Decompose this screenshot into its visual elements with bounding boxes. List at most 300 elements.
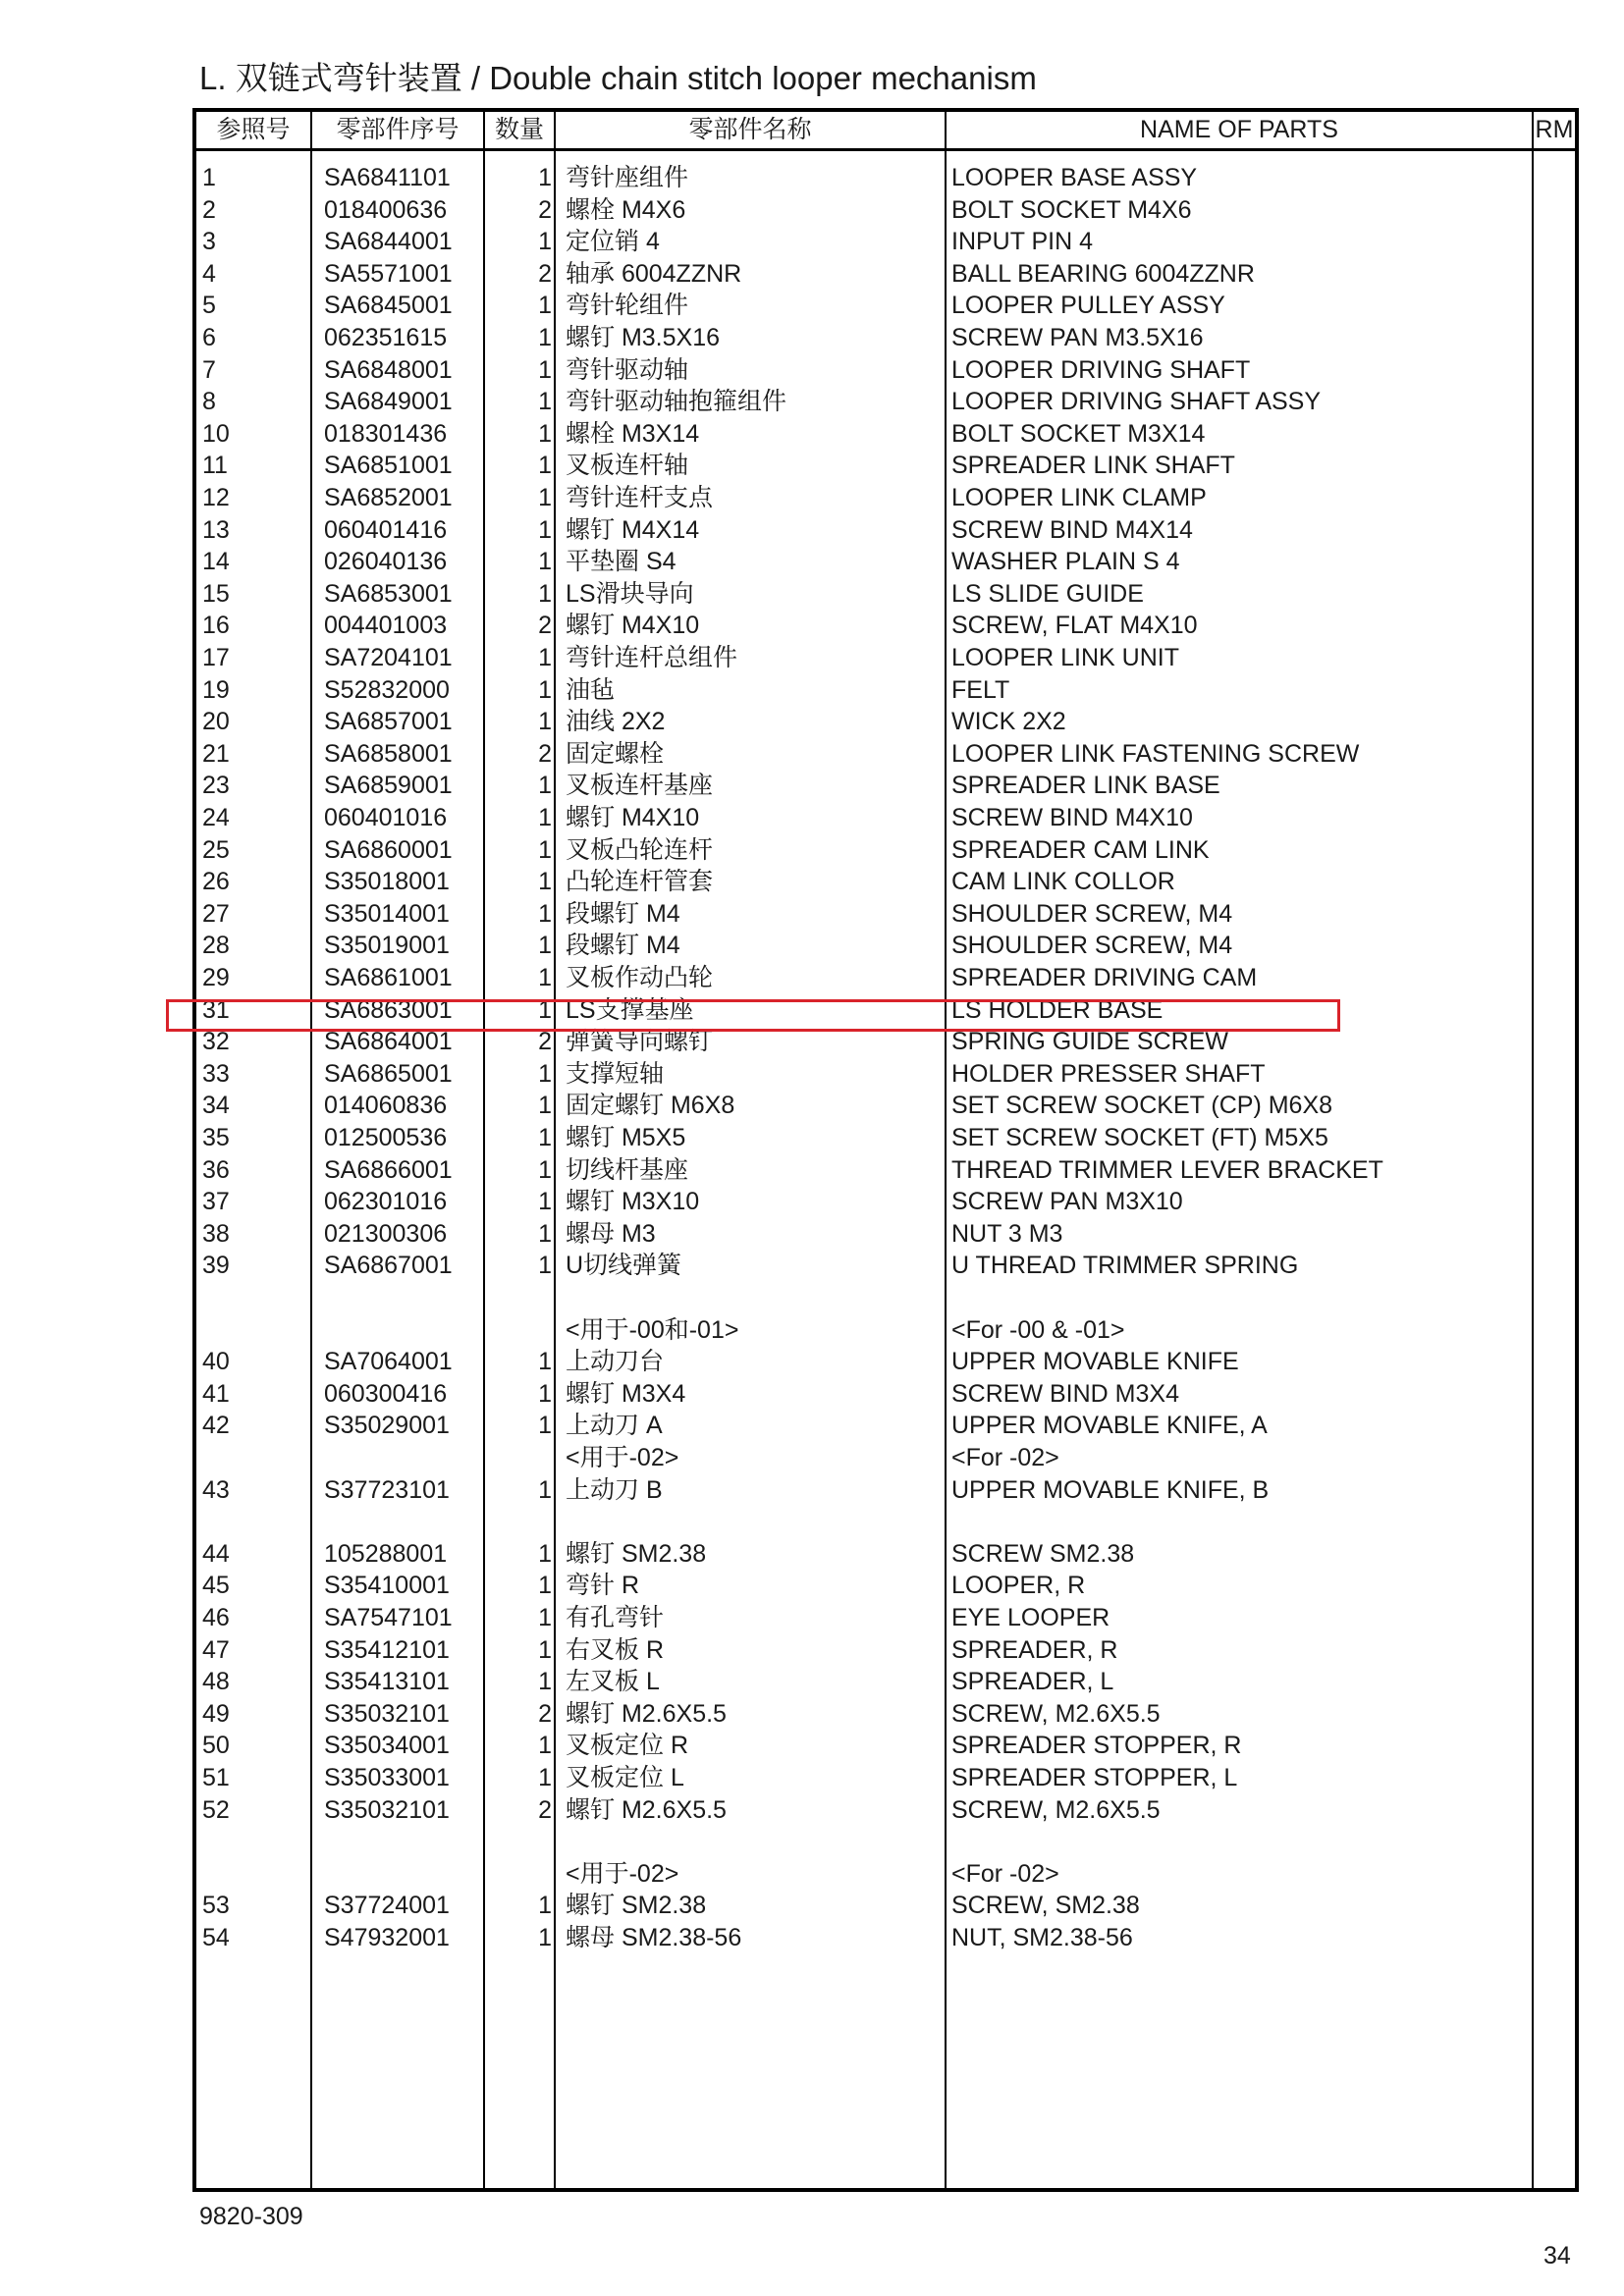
chinese-name-cell: 固定螺栓 bbox=[566, 739, 665, 768]
english-name-cell: <For -02> bbox=[951, 1859, 1059, 1888]
part-number-cell: 014060836 bbox=[324, 1092, 448, 1120]
english-name-cell: LOOPER LINK UNIT bbox=[951, 644, 1179, 671]
english-name-cell: WASHER PLAIN S 4 bbox=[951, 548, 1180, 576]
english-name-cell: SPRING GUIDE SCREW bbox=[951, 1028, 1228, 1056]
english-name-cell: SHOULDER SCREW, M4 bbox=[951, 932, 1233, 960]
table-row bbox=[196, 1314, 1575, 1347]
ref-cell: 24 bbox=[202, 804, 230, 831]
part-number-cell: SA7064001 bbox=[324, 1348, 453, 1376]
table-row bbox=[196, 162, 1575, 194]
part-number-cell: 026040136 bbox=[324, 548, 448, 576]
part-number-cell: S35032101 bbox=[324, 1795, 450, 1824]
quantity-cell: 2 bbox=[538, 195, 552, 224]
ref-cell: 2 bbox=[202, 195, 216, 224]
english-name-cell: UPPER MOVABLE KNIFE bbox=[951, 1348, 1239, 1376]
quantity-cell: 1 bbox=[538, 292, 552, 320]
chinese-name-cell: 螺钉 M3X4 bbox=[566, 1379, 686, 1408]
english-name-cell: NUT 3 M3 bbox=[951, 1219, 1063, 1248]
quantity-cell: 1 bbox=[538, 515, 552, 544]
quantity-cell: 1 bbox=[538, 355, 552, 384]
english-name-cell: LOOPER BASE ASSY bbox=[951, 164, 1198, 191]
quantity-cell: 1 bbox=[538, 835, 552, 864]
english-name-cell: SPREADER CAM LINK bbox=[951, 835, 1210, 864]
chinese-name-cell: 弯针驱动轴抱箍组件 bbox=[566, 388, 787, 416]
english-name-cell: SPREADER DRIVING CAM bbox=[951, 964, 1258, 991]
quantity-cell: 1 bbox=[538, 964, 552, 991]
ref-cell: 27 bbox=[202, 899, 230, 928]
english-name-cell: LS SLIDE GUIDE bbox=[951, 579, 1144, 608]
ref-cell: 38 bbox=[202, 1219, 230, 1248]
table-row bbox=[196, 418, 1575, 451]
table-row bbox=[196, 962, 1575, 994]
ref-cell: 51 bbox=[202, 1764, 230, 1791]
table-row bbox=[196, 610, 1575, 642]
part-number-cell: 021300306 bbox=[324, 1219, 448, 1248]
table-row bbox=[196, 1474, 1575, 1507]
chinese-name-cell: 叉板连杆基座 bbox=[566, 772, 714, 800]
chinese-name-cell: 叉板凸轮连杆 bbox=[566, 835, 714, 864]
quantity-cell: 1 bbox=[538, 1924, 552, 1951]
chinese-name-cell: 固定螺钉 M6X8 bbox=[566, 1092, 735, 1120]
chinese-name-cell: <用于-02> bbox=[566, 1444, 679, 1471]
table-row bbox=[196, 1666, 1575, 1698]
english-name-cell: SCREW, FLAT M4X10 bbox=[951, 612, 1198, 640]
ref-cell: 25 bbox=[202, 835, 230, 864]
ref-cell: 43 bbox=[202, 1475, 230, 1504]
chinese-name-cell: 螺母 SM2.38-56 bbox=[566, 1924, 742, 1951]
quantity-cell: 1 bbox=[538, 1412, 552, 1440]
ref-cell: 53 bbox=[202, 1892, 230, 1920]
english-name-cell: SPREADER LINK BASE bbox=[951, 772, 1220, 800]
part-number-cell: S35412101 bbox=[324, 1635, 450, 1664]
quantity-cell: 1 bbox=[538, 772, 552, 800]
ref-cell: 39 bbox=[202, 1252, 230, 1280]
quantity-cell: 1 bbox=[538, 1188, 552, 1216]
table-row bbox=[196, 770, 1575, 802]
chinese-name-cell: 上动刀 B bbox=[566, 1475, 663, 1504]
english-name-cell: LOOPER LINK CLAMP bbox=[951, 484, 1207, 511]
ref-cell: 3 bbox=[202, 228, 216, 256]
table-row bbox=[196, 1186, 1575, 1218]
chinese-name-cell: 弯针驱动轴 bbox=[566, 355, 689, 384]
part-number-cell: S35014001 bbox=[324, 899, 450, 928]
chinese-name-cell: 左叉板 L bbox=[566, 1668, 660, 1696]
english-name-cell: SPREADER LINK SHAFT bbox=[951, 452, 1235, 480]
part-number-cell: S35410001 bbox=[324, 1572, 450, 1600]
quantity-cell: 1 bbox=[538, 228, 552, 256]
chinese-name-cell: 有孔弯针 bbox=[566, 1604, 665, 1631]
ref-cell: 41 bbox=[202, 1379, 230, 1408]
table-row bbox=[196, 1378, 1575, 1411]
quantity-cell: 1 bbox=[538, 1732, 552, 1760]
ref-cell: 48 bbox=[202, 1668, 230, 1696]
chinese-name-cell: 螺钉 SM2.38 bbox=[566, 1892, 707, 1920]
table-row bbox=[196, 1282, 1575, 1314]
ref-cell: 7 bbox=[202, 355, 216, 384]
chinese-name-cell: 螺钉 M5X5 bbox=[566, 1124, 686, 1151]
chinese-name-cell: 支撑短轴 bbox=[566, 1059, 665, 1088]
chinese-name-cell: 弯针连杆总组件 bbox=[566, 644, 738, 671]
english-name-cell: SHOULDER SCREW, M4 bbox=[951, 899, 1233, 928]
chinese-name-cell: U切线弹簧 bbox=[566, 1252, 682, 1280]
english-name-cell: U THREAD TRIMMER SPRING bbox=[951, 1252, 1299, 1280]
english-name-cell: LOOPER DRIVING SHAFT bbox=[951, 355, 1251, 384]
quantity-cell: 1 bbox=[538, 1635, 552, 1664]
chinese-name-cell: 定位销 4 bbox=[566, 228, 660, 256]
table-row bbox=[196, 866, 1575, 898]
ref-cell: 29 bbox=[202, 964, 230, 991]
quantity-cell: 1 bbox=[538, 1539, 552, 1568]
english-name-cell: SET SCREW SOCKET (FT) M5X5 bbox=[951, 1124, 1328, 1151]
table-row bbox=[196, 1090, 1575, 1122]
quantity-cell: 1 bbox=[538, 484, 552, 511]
english-name-cell: LOOPER PULLEY ASSY bbox=[951, 292, 1225, 320]
quantity-cell: 1 bbox=[538, 1124, 552, 1151]
english-name-cell: SCREW, M2.6X5.5 bbox=[951, 1795, 1161, 1824]
chinese-name-cell: 螺钉 SM2.38 bbox=[566, 1539, 707, 1568]
chinese-name-cell: 弯针 R bbox=[566, 1572, 640, 1600]
ref-cell: 13 bbox=[202, 515, 230, 544]
part-number-cell: SA7547101 bbox=[324, 1604, 453, 1631]
part-number-cell: 004401003 bbox=[324, 612, 448, 640]
part-number-cell: SA6858001 bbox=[324, 739, 453, 768]
part-number-cell: 060401016 bbox=[324, 804, 448, 831]
english-name-cell: SCREW BIND M4X14 bbox=[951, 515, 1193, 544]
quantity-cell: 1 bbox=[538, 1348, 552, 1376]
part-number-cell: SA7204101 bbox=[324, 644, 453, 671]
chinese-name-cell: 平垫圈 S4 bbox=[566, 548, 677, 576]
english-name-cell: SCREW, M2.6X5.5 bbox=[951, 1699, 1161, 1728]
ref-cell: 47 bbox=[202, 1635, 230, 1664]
table-row bbox=[196, 802, 1575, 834]
english-name-cell: THREAD TRIMMER LEVER BRACKET bbox=[951, 1155, 1383, 1184]
ref-cell: 37 bbox=[202, 1188, 230, 1216]
chinese-name-cell: 螺钉 M2.6X5.5 bbox=[566, 1795, 727, 1824]
part-number-cell: S52832000 bbox=[324, 675, 450, 704]
table-row bbox=[196, 1634, 1575, 1667]
chinese-name-cell: 螺钉 M4X14 bbox=[566, 515, 700, 544]
quantity-cell: 2 bbox=[538, 612, 552, 640]
ref-cell: 20 bbox=[202, 708, 230, 736]
table-row bbox=[196, 1922, 1575, 1954]
ref-cell: 8 bbox=[202, 388, 216, 416]
table-row bbox=[196, 642, 1575, 674]
part-number-cell: SA6852001 bbox=[324, 484, 453, 511]
chinese-name-cell: 凸轮连杆管套 bbox=[566, 868, 714, 896]
part-number-cell: S35029001 bbox=[324, 1412, 450, 1440]
english-name-cell: INPUT PIN 4 bbox=[951, 228, 1094, 256]
ref-cell: 34 bbox=[202, 1092, 230, 1120]
table-row bbox=[196, 1698, 1575, 1731]
table-row bbox=[196, 386, 1575, 418]
english-name-cell: UPPER MOVABLE KNIFE, A bbox=[951, 1412, 1268, 1440]
part-number-cell: 060300416 bbox=[324, 1379, 448, 1408]
ref-cell: 35 bbox=[202, 1124, 230, 1151]
quantity-cell: 1 bbox=[538, 1219, 552, 1248]
part-number-cell: SA6861001 bbox=[324, 964, 453, 991]
part-number-cell: SA6845001 bbox=[324, 292, 453, 320]
ref-cell: 42 bbox=[202, 1412, 230, 1440]
chinese-name-cell: 螺钉 M4X10 bbox=[566, 804, 700, 831]
table-row bbox=[196, 1570, 1575, 1602]
part-number-cell: SA5571001 bbox=[324, 259, 453, 288]
part-number-cell: 105288001 bbox=[324, 1539, 448, 1568]
header-qty: 数量 bbox=[494, 116, 544, 143]
table-row bbox=[196, 226, 1575, 258]
english-name-cell: SPREADER STOPPER, L bbox=[951, 1764, 1238, 1791]
header-divider bbox=[196, 148, 1575, 151]
table-row bbox=[196, 1602, 1575, 1634]
ref-cell: 5 bbox=[202, 292, 216, 320]
english-name-cell: LOOPER DRIVING SHAFT ASSY bbox=[951, 388, 1322, 416]
quantity-cell: 1 bbox=[538, 1059, 552, 1088]
english-name-cell: CAM LINK COLLOR bbox=[951, 868, 1175, 896]
quantity-cell: 1 bbox=[538, 932, 552, 960]
table-row bbox=[196, 450, 1575, 482]
quantity-cell: 1 bbox=[538, 1252, 552, 1280]
chinese-name-cell: 轴承 6004ZZNR bbox=[566, 259, 742, 288]
quantity-cell: 2 bbox=[538, 1028, 552, 1056]
english-name-cell: SCREW BIND M3X4 bbox=[951, 1379, 1179, 1408]
chinese-name-cell: 上动刀台 bbox=[566, 1348, 665, 1376]
quantity-cell: 1 bbox=[538, 164, 552, 191]
table-row bbox=[196, 258, 1575, 291]
part-number-cell: S35018001 bbox=[324, 868, 450, 896]
quantity-cell: 2 bbox=[538, 1795, 552, 1824]
part-number-cell: S35019001 bbox=[324, 932, 450, 960]
chinese-name-cell: <用于-00和-01> bbox=[566, 1315, 739, 1344]
chinese-name-cell: 弹簧导向螺钉 bbox=[566, 1028, 714, 1056]
table-row bbox=[196, 898, 1575, 931]
header-ref: 参照号 bbox=[216, 116, 291, 143]
part-number-cell: SA6860001 bbox=[324, 835, 453, 864]
chinese-name-cell: 弯针轮组件 bbox=[566, 292, 689, 320]
ref-cell: 54 bbox=[202, 1924, 230, 1951]
page-title: L. 双链式弯针装置 / Double chain stitch looper mechanism bbox=[199, 60, 1037, 96]
quantity-cell: 1 bbox=[538, 388, 552, 416]
quantity-cell: 1 bbox=[538, 1668, 552, 1696]
table-row bbox=[196, 834, 1575, 867]
ref-cell: 45 bbox=[202, 1572, 230, 1600]
english-name-cell: FELT bbox=[951, 675, 1010, 704]
part-number-cell: SA6849001 bbox=[324, 388, 453, 416]
chinese-name-cell: 弯针连杆支点 bbox=[566, 484, 714, 511]
ref-cell: 28 bbox=[202, 932, 230, 960]
ref-cell: 40 bbox=[202, 1348, 230, 1376]
part-number-cell: SA6865001 bbox=[324, 1059, 453, 1088]
part-number-cell: 018301436 bbox=[324, 419, 448, 448]
english-name-cell: SCREW PAN M3X10 bbox=[951, 1188, 1183, 1216]
ref-cell: 32 bbox=[202, 1028, 230, 1056]
table-row bbox=[196, 674, 1575, 707]
quantity-cell: 2 bbox=[538, 259, 552, 288]
page-number: 34 bbox=[1543, 2242, 1571, 2269]
chinese-name-cell: 段螺钉 M4 bbox=[566, 899, 680, 928]
table-row bbox=[196, 194, 1575, 227]
part-number-cell: S37723101 bbox=[324, 1475, 450, 1504]
chinese-name-cell: 螺钉 M4X10 bbox=[566, 612, 700, 640]
header-en: NAME OF PARTS bbox=[1140, 116, 1338, 143]
table-row bbox=[196, 1154, 1575, 1187]
ref-cell: 26 bbox=[202, 868, 230, 896]
ref-cell: 11 bbox=[202, 452, 228, 480]
ref-cell: 6 bbox=[202, 324, 216, 351]
table-row bbox=[196, 1346, 1575, 1378]
english-name-cell: SCREW BIND M4X10 bbox=[951, 804, 1193, 831]
english-name-cell: HOLDER PRESSER SHAFT bbox=[951, 1059, 1266, 1088]
english-name-cell: WICK 2X2 bbox=[951, 708, 1066, 736]
quantity-cell: 1 bbox=[538, 1892, 552, 1920]
part-number-cell: S35033001 bbox=[324, 1764, 450, 1791]
part-number-cell: 062301016 bbox=[324, 1188, 448, 1216]
ref-cell: 12 bbox=[202, 484, 230, 511]
english-name-cell: LS HOLDER BASE bbox=[951, 995, 1164, 1024]
quantity-cell: 1 bbox=[538, 579, 552, 608]
english-name-cell: <For -00 & -01> bbox=[951, 1315, 1125, 1344]
chinese-name-cell: 螺钉 M2.6X5.5 bbox=[566, 1699, 727, 1728]
quantity-cell: 1 bbox=[538, 1572, 552, 1600]
part-number-cell: S47932001 bbox=[324, 1924, 450, 1951]
table-row bbox=[196, 482, 1575, 514]
table-row bbox=[196, 546, 1575, 578]
english-name-cell: SPREADER, R bbox=[951, 1635, 1118, 1664]
quantity-cell: 1 bbox=[538, 548, 552, 576]
chinese-name-cell: 螺钉 M3.5X16 bbox=[566, 324, 721, 351]
ref-cell: 15 bbox=[202, 579, 230, 608]
part-number-cell: SA6859001 bbox=[324, 772, 453, 800]
table-row bbox=[196, 1762, 1575, 1794]
part-number-cell: SA6853001 bbox=[324, 579, 453, 608]
highlight-box bbox=[166, 999, 1340, 1032]
part-number-cell: SA6864001 bbox=[324, 1028, 453, 1056]
part-number-cell: SA6863001 bbox=[324, 995, 453, 1024]
ref-cell: 1 bbox=[202, 164, 216, 191]
chinese-name-cell: 切线杆基座 bbox=[566, 1155, 689, 1184]
table-row bbox=[196, 578, 1575, 611]
chinese-name-cell: 叉板作动凸轮 bbox=[566, 964, 714, 991]
table-row bbox=[196, 1890, 1575, 1922]
ref-cell: 50 bbox=[202, 1732, 230, 1760]
ref-cell: 33 bbox=[202, 1059, 230, 1088]
table-row bbox=[196, 1730, 1575, 1762]
ref-cell: 19 bbox=[202, 675, 230, 704]
quantity-cell: 1 bbox=[538, 324, 552, 351]
quantity-cell: 1 bbox=[538, 1155, 552, 1184]
table-row bbox=[196, 1058, 1575, 1091]
ref-cell: 14 bbox=[202, 548, 230, 576]
chinese-name-cell: LS滑块导向 bbox=[566, 579, 694, 608]
ref-cell: 21 bbox=[202, 739, 230, 768]
table-row bbox=[196, 354, 1575, 387]
quantity-cell: 1 bbox=[538, 995, 552, 1024]
english-name-cell: SCREW PAN M3.5X16 bbox=[951, 324, 1204, 351]
header-part: 零部件序号 bbox=[336, 116, 460, 143]
part-number-cell: S37724001 bbox=[324, 1892, 450, 1920]
english-name-cell: EYE LOOPER bbox=[951, 1604, 1110, 1631]
ref-cell: 16 bbox=[202, 612, 230, 640]
english-name-cell: LOOPER LINK FASTENING SCREW bbox=[951, 739, 1360, 768]
part-number-cell: 060401416 bbox=[324, 515, 448, 544]
quantity-cell: 2 bbox=[538, 1699, 552, 1728]
ref-cell: 17 bbox=[202, 644, 230, 671]
ref-cell: 52 bbox=[202, 1795, 230, 1824]
chinese-name-cell: 叉板定位 L bbox=[566, 1764, 684, 1791]
part-number-cell: SA6844001 bbox=[324, 228, 453, 256]
part-number-cell: SA6857001 bbox=[324, 708, 453, 736]
quantity-cell: 1 bbox=[538, 675, 552, 704]
english-name-cell: SPREADER, L bbox=[951, 1668, 1114, 1696]
quantity-cell: 1 bbox=[538, 419, 552, 448]
english-name-cell: NUT, SM2.38-56 bbox=[951, 1924, 1133, 1951]
quantity-cell: 1 bbox=[538, 1475, 552, 1504]
table-row bbox=[196, 1122, 1575, 1154]
english-name-cell: UPPER MOVABLE KNIFE, B bbox=[951, 1475, 1270, 1504]
english-name-cell: BOLT SOCKET M4X6 bbox=[951, 195, 1192, 224]
chinese-name-cell: 叉板连杆轴 bbox=[566, 452, 689, 480]
table-row bbox=[196, 706, 1575, 738]
ref-cell: 46 bbox=[202, 1604, 230, 1631]
chinese-name-cell: 油毡 bbox=[566, 675, 616, 704]
table-row bbox=[196, 514, 1575, 547]
header-rm: RM bbox=[1535, 116, 1574, 143]
chinese-name-cell: 右叉板 R bbox=[566, 1635, 665, 1664]
part-number-cell: SA6867001 bbox=[324, 1252, 453, 1280]
quantity-cell: 1 bbox=[538, 868, 552, 896]
chinese-name-cell: 上动刀 A bbox=[566, 1412, 663, 1440]
english-name-cell: SCREW, SM2.38 bbox=[951, 1892, 1140, 1920]
ref-cell: 49 bbox=[202, 1699, 230, 1728]
english-name-cell: <For -02> bbox=[951, 1444, 1059, 1471]
document-number: 9820-309 bbox=[199, 2203, 303, 2230]
part-number-cell: S35032101 bbox=[324, 1699, 450, 1728]
part-number-cell: SA6848001 bbox=[324, 355, 453, 384]
table-row bbox=[196, 1218, 1575, 1251]
table-row bbox=[196, 1794, 1575, 1827]
english-name-cell: SET SCREW SOCKET (CP) M6X8 bbox=[951, 1092, 1333, 1120]
english-name-cell: BALL BEARING 6004ZZNR bbox=[951, 259, 1255, 288]
table-row bbox=[196, 1858, 1575, 1891]
table-row bbox=[196, 1410, 1575, 1442]
chinese-name-cell: 螺母 M3 bbox=[566, 1219, 656, 1248]
ref-cell: 31 bbox=[202, 995, 230, 1024]
table-row bbox=[196, 1442, 1575, 1474]
chinese-name-cell: 段螺钉 M4 bbox=[566, 932, 680, 960]
english-name-cell: BOLT SOCKET M3X14 bbox=[951, 419, 1206, 448]
chinese-name-cell: 螺栓 M4X6 bbox=[566, 195, 686, 224]
quantity-cell: 1 bbox=[538, 708, 552, 736]
quantity-cell: 1 bbox=[538, 804, 552, 831]
ref-cell: 44 bbox=[202, 1539, 230, 1568]
table-row bbox=[196, 290, 1575, 322]
chinese-name-cell: 螺栓 M3X14 bbox=[566, 419, 700, 448]
quantity-cell: 1 bbox=[538, 1764, 552, 1791]
parts-table bbox=[192, 108, 1579, 2192]
quantity-cell: 2 bbox=[538, 739, 552, 768]
table-row bbox=[196, 930, 1575, 962]
chinese-name-cell: LS支撑基座 bbox=[566, 995, 694, 1024]
header-cn: 零部件名称 bbox=[688, 116, 812, 143]
ref-cell: 10 bbox=[202, 419, 230, 448]
chinese-name-cell: 螺钉 M3X10 bbox=[566, 1188, 700, 1216]
table-row bbox=[196, 322, 1575, 354]
chinese-name-cell: 弯针座组件 bbox=[566, 164, 689, 191]
part-number-cell: SA6851001 bbox=[324, 452, 453, 480]
english-name-cell: LOOPER, R bbox=[951, 1572, 1086, 1600]
chinese-name-cell: 叉板定位 R bbox=[566, 1732, 689, 1760]
part-number-cell: S35413101 bbox=[324, 1668, 450, 1696]
table-row bbox=[196, 1250, 1575, 1282]
table-row bbox=[196, 1538, 1575, 1571]
